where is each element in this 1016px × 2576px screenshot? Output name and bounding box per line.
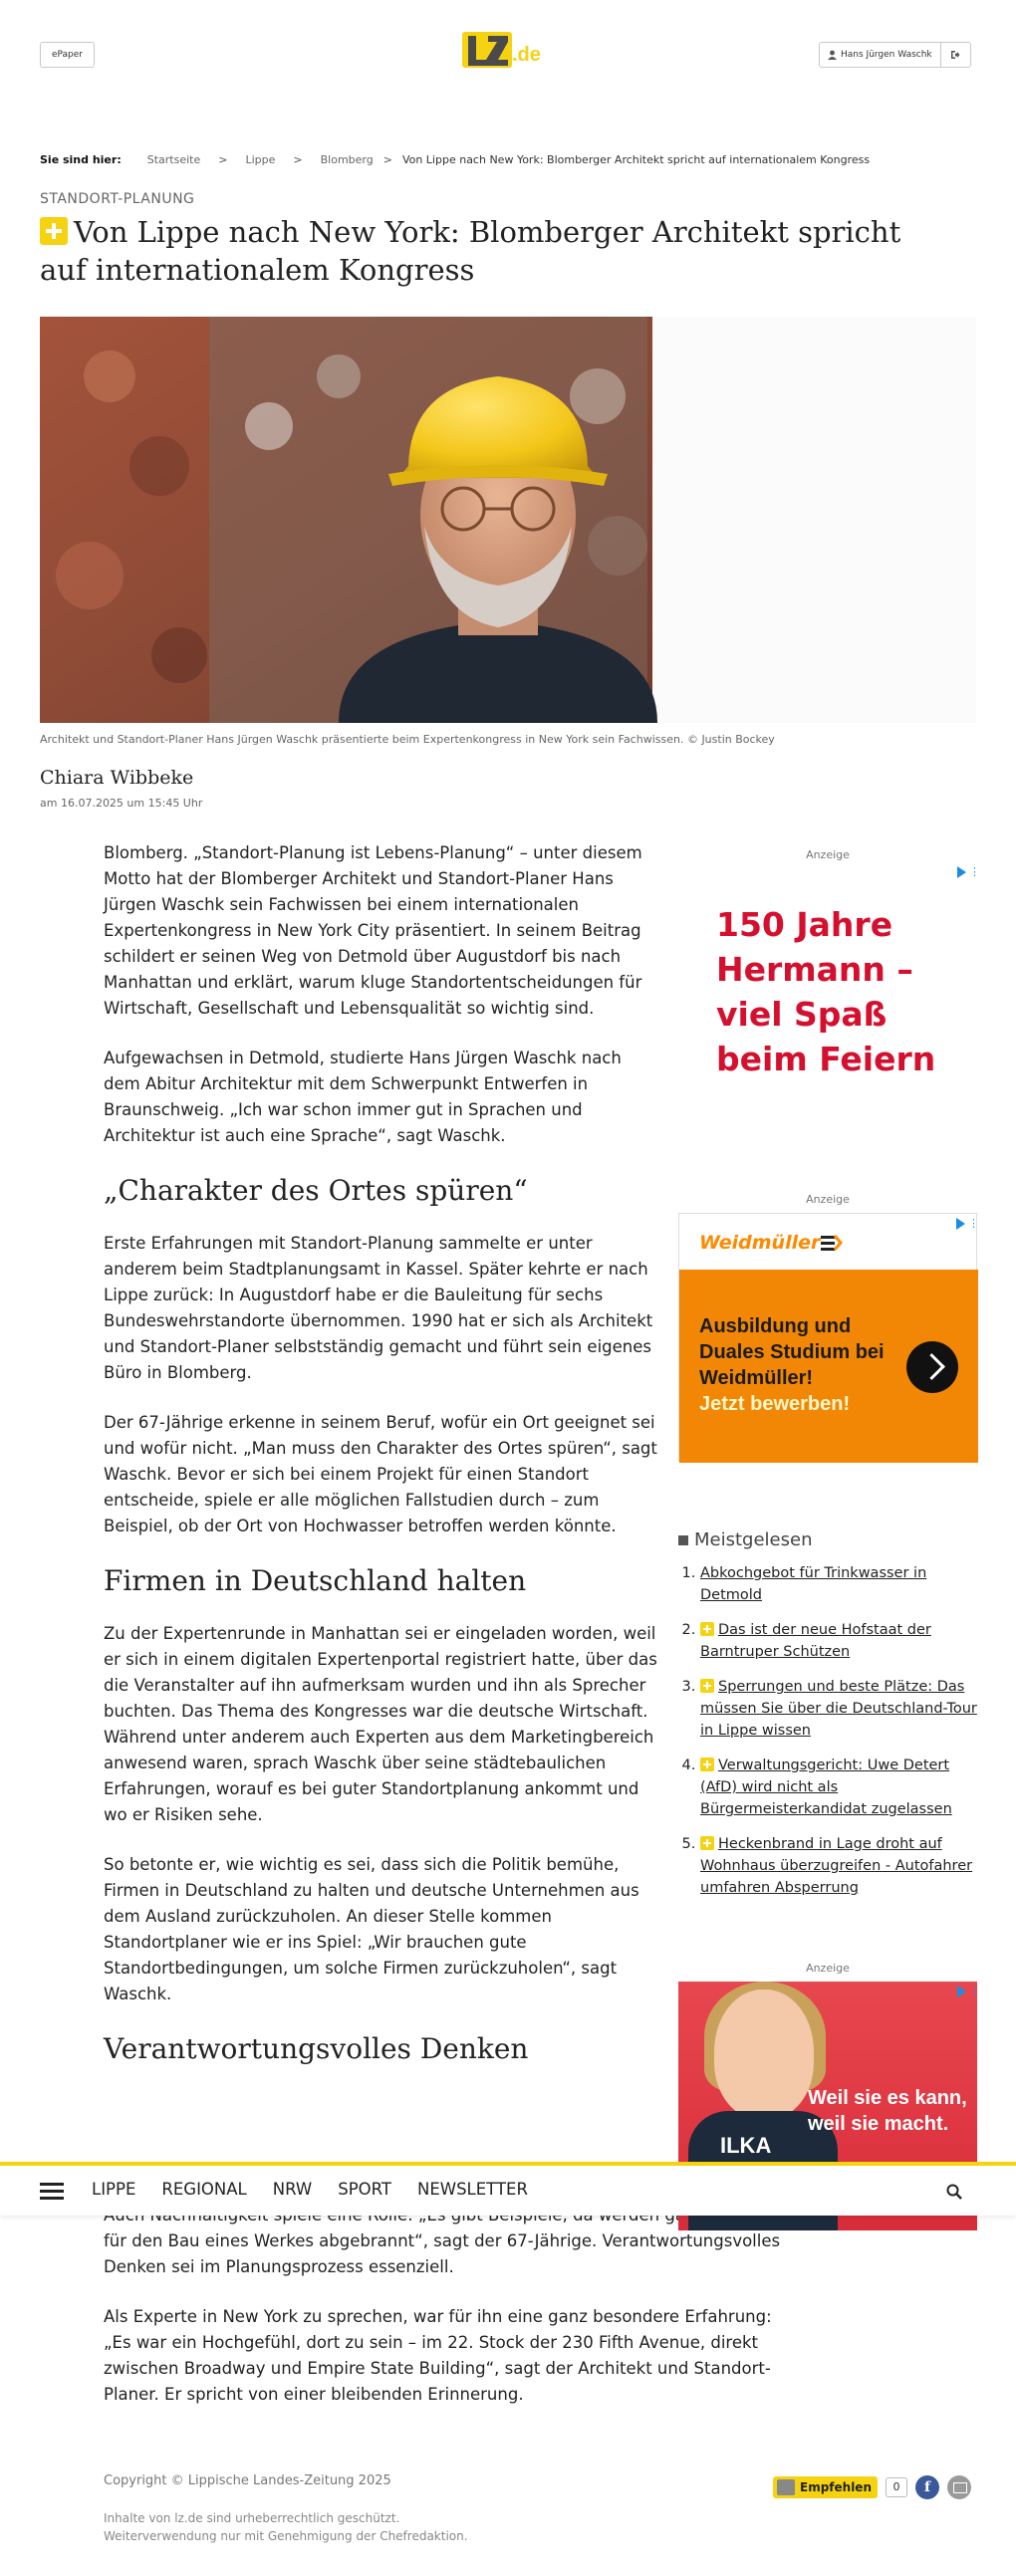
ad-weidmueller-line: Ausbildung und: [699, 1315, 852, 1337]
adchoices-icon[interactable]: ⋮: [957, 866, 973, 878]
epaper-button[interactable]: ePaper: [40, 42, 95, 68]
ad-weidmueller-text: [699, 1313, 885, 1417]
article-paragraph: Der 67-Jährige erkenne in seinem Beruf, wofür ein Ort geeignet sei und wofür nicht. „Man muss den Charakter des Ortes spüren“, sagt Waschk. Bevor er sich bei einem Projekt für einen Standort entscheide, spiele er alle möglichen Fallstudien durch – zum Beispiel, ob der Ort von Hochwasser betroffen werden könnte.: [104, 1413, 657, 1535]
nav-item-sport[interactable]: SPORT: [338, 2180, 391, 2199]
recommend-label: Empfehlen: [800, 2480, 872, 2494]
breadcrumb-separator: >: [293, 153, 303, 166]
breadcrumb-item-lippe[interactable]: Lippe: [245, 153, 276, 166]
ad-label: Anzeige: [806, 848, 850, 861]
hero-image: [40, 317, 976, 723]
adchoices-icon[interactable]: ⋮: [956, 1218, 972, 1230]
article-title: [40, 213, 956, 289]
footer-note: [104, 2509, 468, 2545]
adchoices-icon[interactable]: ⋮: [957, 1986, 973, 1997]
ad-ilka-slogan-line: Weil sie es kann,: [808, 2087, 967, 2109]
weidmueller-logo-mark-icon: [821, 1234, 843, 1252]
ad-weidmueller-line: Weidmüller!: [699, 1367, 814, 1389]
article-paragraph: für den Bau eines Werkes abgebrannt“, sagt der 67-Jährige. Verantwortungsvolles Denken sei im Planungsprozess essenziell.: [104, 2231, 781, 2276]
nav-item-lippe[interactable]: LIPPE: [92, 2180, 136, 2199]
most-read-item[interactable]: [700, 1833, 977, 1899]
breadcrumb-current: Von Lippe nach New York: Blomberger Architekt spricht auf internationalem Kongress: [401, 153, 871, 166]
article-paragraph: Aufgewachsen in Detmold, studierte Hans Jürgen Waschk nach dem Abitur Architektur mit dem Schwerpunkt Entwerfen in Braunschweig. „Ich war schon immer gut in Sprachen und Architektur ist auch eine Sprache“, sagt Waschk.: [104, 1049, 622, 1145]
article-date: am 16.07.2025 um 15:45 Uhr: [40, 797, 203, 810]
ad-label: Anzeige: [806, 1962, 850, 1975]
most-read-item[interactable]: [700, 1619, 977, 1663]
ilka-photo-face: [714, 1990, 814, 2119]
user-account-button[interactable]: [819, 42, 941, 68]
breadcrumb-item-blomberg[interactable]: Blomberg: [320, 153, 374, 166]
article-kicker: STANDORT-PLANUNG: [40, 191, 195, 207]
most-read-link[interactable]: Sperrungen und beste Plätze: Das müssen Sie über die Deutschland-Tour in Lippe wissen: [700, 1679, 977, 1739]
article-paragraph: Erste Erfahrungen mit Standort-Planung sammelte er unter anderem beim Stadtplanungsamt in Kassel. Später kehrte er nach Lippe zurück: In Augustdorf habe er die Bauleitung für sechs Bundeswehrstandorte übernommen. 1990 hat er sich als Architekt und Standort-Planer selbstständig gemacht und führt sein eigenes Büro in Blomberg.: [104, 1234, 653, 1382]
article-subheading: Firmen in Deutschland halten: [104, 1564, 527, 1597]
article-paragraph: Blomberg. „Standort-Planung ist Lebens-Planung“ – unter diesem Motto hat der Blomberger Architekt und Standort-Planer Hans Jürgen Waschk sein Fachwissen bei einem internationalen Expertenkongress in New York City präsentiert. In seinem Beitrag schildert er seinen Weg von Detmold über Augustdorf bis nach Manhattan und erklärt, warum kluge Standortentscheidungen für Wirtschaft, Gesellschaft und Lebensqualität so wichtig sind.: [104, 843, 642, 1018]
recommend-icon: [777, 2479, 795, 2495]
ad-weidmueller-cta: Jetzt bewerben!: [699, 1393, 851, 1415]
most-read-link[interactable]: Das ist der neue Hofstaat der Barntruper Schützen: [700, 1622, 931, 1660]
lz-plus-icon: [700, 1679, 714, 1693]
ad-weidmueller[interactable]: [678, 1213, 977, 1462]
breadcrumb-separator: >: [382, 153, 392, 166]
ad-ilka-slogan: [808, 2085, 967, 2137]
article-body-tail: [104, 2203, 801, 2432]
lz-logo[interactable]: [460, 30, 556, 74]
nav-item-nrw[interactable]: NRW: [272, 2180, 313, 2199]
nav-item-regional[interactable]: REGIONAL: [161, 2180, 247, 2199]
most-read-item[interactable]: [700, 1755, 977, 1820]
image-caption: Architekt und Standort-Planer Hans Jürgen Waschk präsentierte beim Expertenkongress in New York sein Fachwissen. © Justin Bockey: [40, 733, 775, 746]
ad-hermann[interactable]: [678, 862, 980, 1081]
logout-button[interactable]: [941, 42, 971, 68]
most-read-item[interactable]: [700, 1676, 977, 1742]
ad-ilka-slogan-line: weil sie macht.: [808, 2113, 949, 2135]
lz-plus-icon: [700, 1622, 714, 1636]
most-read-box: [678, 1529, 977, 1912]
facebook-icon[interactable]: f: [915, 2475, 939, 2499]
ad-weidmueller-body: [679, 1270, 978, 1463]
lz-plus-icon: [40, 217, 68, 245]
article-paragraph: Zu der Expertenrunde in Manhattan sei er eingeladen worden, weil er sich in einem digitalen Expertenportal registriert hatte, über das die Veranstalter auf ihn aufmerksam wurden und ihn als Sprecher buchten. Das Thema des Kongresses war die deutsche Wirtschaft. Während unter anderem auch Experten aus dem Marketingbereich anwesend waren, sprach Waschk über seine städtebaulichen Erfahrungen, worauf es bei guter Standortplanung ankommt und wo er Risiken sehe.: [104, 1624, 657, 1824]
user-icon: [828, 50, 837, 60]
footer-note-line: Weiterverwendung nur mit Genehmigung der Chefredaktion.: [104, 2529, 468, 2543]
breadcrumb-item-startseite[interactable]: Startseite: [146, 153, 201, 166]
breadcrumb: [40, 153, 870, 166]
lz-plus-icon: [700, 1836, 714, 1850]
footer-copyright: Copyright © Lippische Landes-Zeitung 2025: [104, 2473, 391, 2488]
most-read-item[interactable]: [700, 1562, 977, 1606]
most-read-title: Meistgelesen: [694, 1529, 813, 1550]
share-bar: [773, 2475, 971, 2499]
most-read-list: [700, 1562, 977, 1899]
nav-item-newsletter[interactable]: NEWSLETTER: [416, 2180, 528, 2199]
arrow-right-icon[interactable]: [906, 1341, 958, 1393]
most-read-link[interactable]: Verwaltungsgericht: Uwe Detert (AfD) wird nicht als Bürgermeisterkandidat zugelassen: [700, 1757, 952, 1817]
breadcrumb-lead: Sie sind hier:: [40, 153, 122, 166]
most-read-link[interactable]: Abkochgebot für Trinkwasser in Detmold: [700, 1565, 927, 1603]
sticky-navigation: [0, 2162, 1016, 2216]
mail-icon[interactable]: [947, 2475, 971, 2499]
most-read-header: [678, 1529, 977, 1550]
logout-icon: [950, 50, 960, 60]
hero-photo-architect: [40, 317, 976, 723]
user-name: Hans Jürgen Waschk: [841, 50, 932, 60]
ad-weidmueller-line: Duales Studium bei: [699, 1341, 885, 1363]
search-icon[interactable]: [946, 2184, 962, 2200]
logo-domain: .de: [512, 44, 541, 66]
article-subheading: „Charakter des Ortes spüren“: [104, 1174, 528, 1207]
recommend-count: 0: [886, 2477, 907, 2497]
article-author[interactable]: Chiara Wibbeke: [40, 767, 194, 789]
ad-label: Anzeige: [806, 1193, 850, 1206]
nav-items: [92, 2180, 528, 2199]
recommend-button[interactable]: [773, 2476, 878, 2498]
ad-hermann-text: 150 Jahre Hermann – viel Spaß beim Feiern: [716, 905, 936, 1078]
article-paragraph: Als Experte in New York zu sprechen, war für ihn eine ganz besondere Erfahrung: „Es war ein Hochgefühl, dort zu sein – im 22. Stock der 230 Fifth Avenue, direkt zwischen Broadway und Empire State Building“, sagt der Architekt und Standort-Planer. Er spricht von einer bleibenden Erinnerung.: [104, 2307, 772, 2404]
article-title-text: Von Lippe nach New York: Blomberger Architekt spricht auf internationalem Kongress: [40, 215, 901, 287]
article-paragraph: So betonte er, wie wichtig es sei, dass sich die Politik bemühe, Firmen in Deutschland zu halten und deutsche Unternehmen aus dem Ausland zurückzuholen. An dieser Stelle kommen Standortplaner wie er ins Spiel: „Wir brauchen gute Standortbedingungen, um solche Firmen zurückzuholen“, sagt Waschk.: [104, 1855, 639, 2003]
user-box: [819, 42, 971, 68]
article-subheading: Verantwortungsvolles Denken: [104, 2032, 529, 2065]
weidmueller-logo: Weidmüller: [699, 1232, 821, 1254]
breadcrumb-separator: >: [218, 153, 228, 166]
footer-note-line: Inhalte von lz.de sind urheberrechtlich geschützt.: [104, 2511, 400, 2525]
lz-logo-graphic: [460, 30, 556, 74]
lz-plus-icon: [700, 1757, 714, 1771]
menu-icon[interactable]: [40, 2183, 64, 2201]
article-body: [104, 840, 661, 2089]
top-header: [0, 0, 1016, 100]
square-bullet-icon: [678, 1535, 688, 1545]
most-read-link[interactable]: Heckenbrand in Lage droht auf Wohnhaus überzugreifen - Autofahrer umfahren Absperrung: [700, 1836, 973, 1896]
ad-ilka-name: ILKA: [720, 2133, 772, 2158]
ad-weidmueller-header: [679, 1214, 979, 1270]
